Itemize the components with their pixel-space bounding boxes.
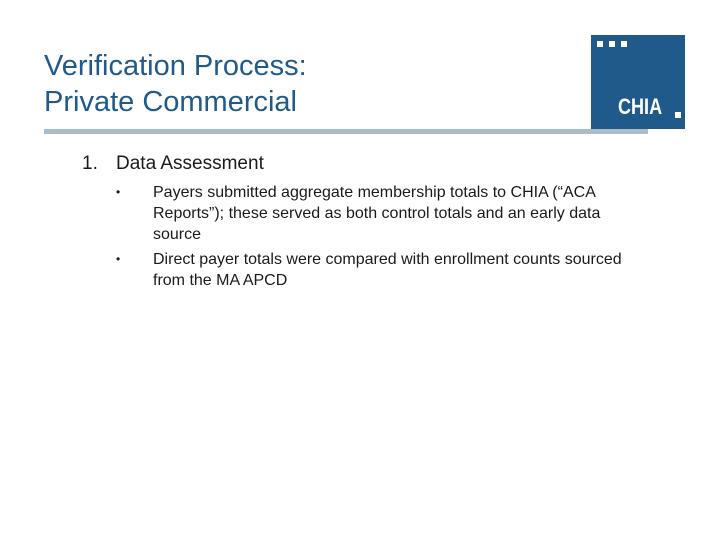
bullet-marker: • [116, 185, 121, 199]
title-line-1: Verification Process: [44, 50, 307, 82]
bullet-list [82, 182, 642, 291]
logo-square [621, 41, 627, 47]
section-heading-text: Data Assessment [116, 153, 264, 174]
logo-square [609, 41, 615, 47]
bullet-item [82, 182, 642, 245]
bullet-marker: • [116, 252, 121, 266]
title-divider [44, 129, 648, 134]
slide-body [82, 150, 642, 295]
chia-logo [591, 35, 685, 129]
logo-square [597, 41, 603, 47]
logo-text: CHIA [618, 94, 663, 119]
bullet-text: Direct payer totals were compared with enrollment counts sourced from the MA APCD [153, 251, 622, 289]
logo-dot [675, 112, 681, 118]
bullet-text: Payers submitted aggregate membership totals to CHIA (“ACA Reports”); these served as both control totals and an early data source [153, 184, 601, 243]
section-number: 1. [82, 153, 98, 174]
slide-title [44, 48, 564, 120]
section-heading [82, 150, 642, 178]
title-line-2: Private Commercial [44, 86, 297, 118]
bullet-item [82, 249, 642, 291]
